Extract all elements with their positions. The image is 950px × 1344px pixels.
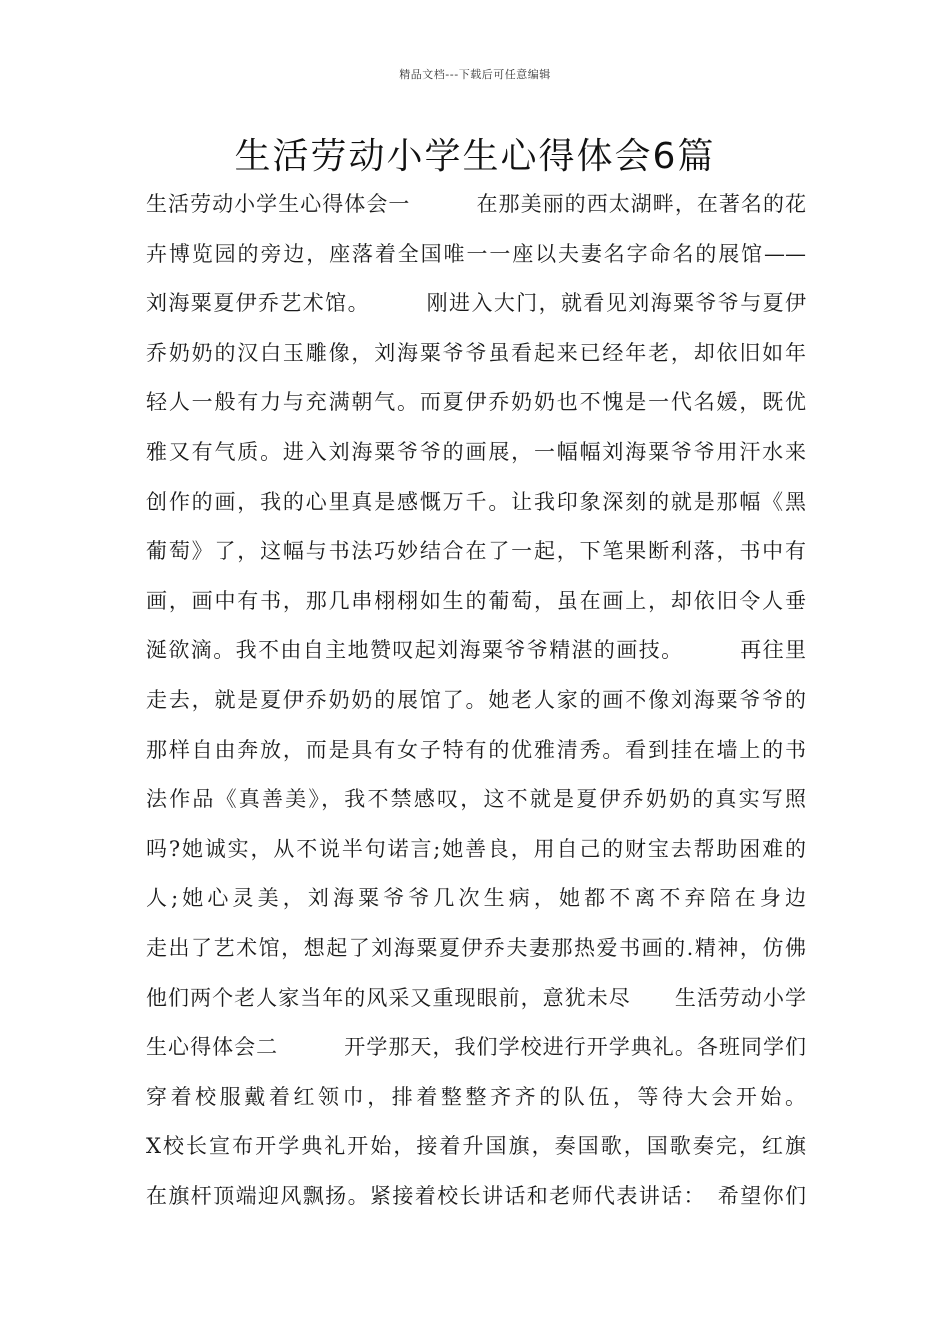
text-line: 他们两个老人家当年的风采又重现眼前，意犹未尽 生活劳动小学: [146, 985, 806, 1010]
text-line: 卉博览园的旁边，座落着全国唯一一座以夫妻名字命名的展馆——: [146, 241, 806, 266]
text-line: 穿着校服戴着红领巾，排着整整齐齐的队伍，等待大会开始。: [146, 1084, 806, 1109]
text-line: 那样自由奔放，而是具有女子特有的优雅清秀。看到挂在墙上的书: [146, 737, 806, 762]
text-line: 葡萄》了，这幅与书法巧妙结合在了一起，下笔果断利落，书中有: [146, 539, 806, 564]
header-note: 精品文档---下载后可任意编辑: [399, 68, 551, 81]
text-line: 创作的画，我的心里真是感慨万千。让我印象深刻的就是那幅《黑: [146, 489, 806, 514]
text-line: X校长宣布开学典礼开始，接着升国旗，奏国歌，国歌奏完，红旗: [146, 1134, 806, 1159]
text-line: 生活劳动小学生心得体会一 在那美丽的西太湖畔，在著名的花: [146, 192, 806, 216]
text-line: 法作品《真善美》，我不禁感叹，这不就是夏伊乔奶奶的真实写照: [146, 787, 806, 812]
text-line: 走去，就是夏伊乔奶奶的展馆了。她老人家的画不像刘海粟爷爷的: [146, 687, 806, 712]
text-line: 乔奶奶的汉白玉雕像，刘海粟爷爷虽看起来已经年老，却依旧如年: [146, 340, 806, 365]
text-line: 生心得体会二 开学那天，我们学校进行开学典礼。各班同学们: [146, 1035, 806, 1060]
text-line: 画，画中有书，那几串栩栩如生的葡萄，虽在画上，却依旧令人垂: [146, 588, 806, 613]
text-line: 刘海粟夏伊乔艺术馆。 刚进入大门，就看见刘海粟爷爷与夏伊: [146, 291, 806, 316]
text-line: 吗?她诚实，从不说半句诺言;她善良，用自己的财宝去帮助困难的: [146, 836, 806, 861]
text-line: 雅又有气质。进入刘海粟爷爷的画展，一幅幅刘海粟爷爷用汗水来: [146, 439, 806, 464]
text-line: 人;她心灵美，刘海粟爷爷几次生病，她都不离不弃陪在身边: [146, 886, 806, 911]
text-line: 在旗杆顶端迎风飘扬。紧接着校长讲话和老师代表讲话： 希望你们: [146, 1183, 806, 1208]
text-line: 走出了艺术馆，想起了刘海粟夏伊乔夫妻那热爱书画的.精神，仿佛: [146, 935, 806, 960]
text-line: 涎欲滴。我不由自主地赞叹起刘海粟爷爷精湛的画技。 再往里: [146, 638, 806, 663]
text-line: 轻人一般有力与充满朝气。而夏伊乔奶奶也不愧是一代名媛，既优: [146, 390, 806, 415]
body-text: [146, 180, 806, 1221]
page-title: 生活劳动小学生心得体会6篇: [234, 136, 716, 177]
